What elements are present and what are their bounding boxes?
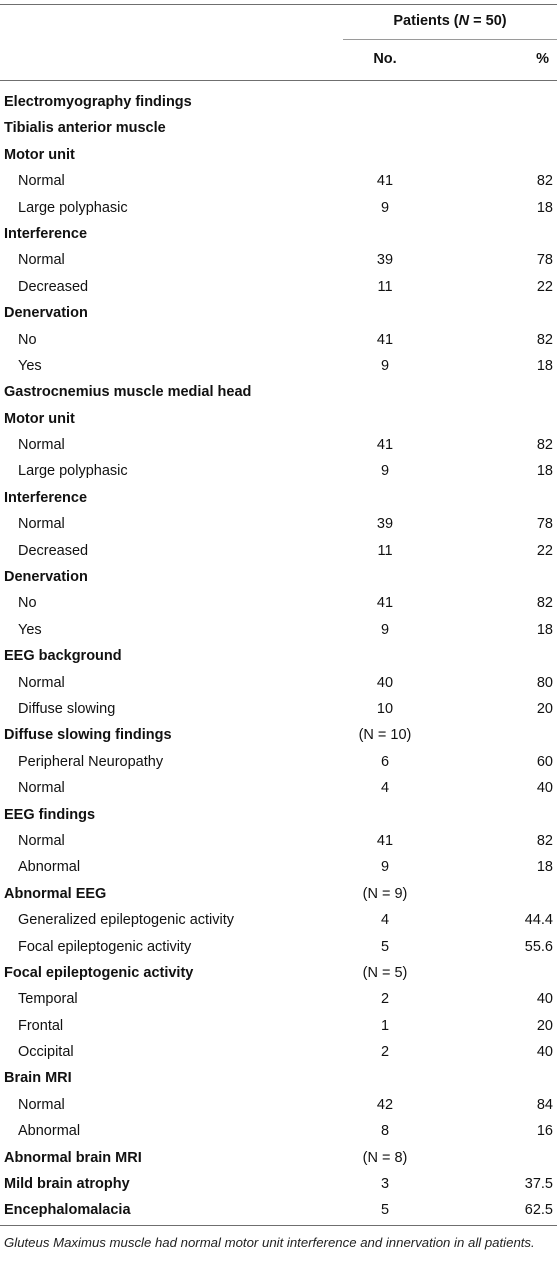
header-patients-n: N — [458, 13, 470, 29]
table-row-group — [0, 221, 557, 247]
row-percent: 18 — [536, 463, 553, 480]
table-row — [0, 168, 557, 194]
row-count: 1 — [380, 1017, 390, 1034]
row-count: 41 — [376, 437, 394, 454]
row-count: 4 — [380, 912, 390, 929]
row-count: 41 — [376, 173, 394, 190]
table-row — [0, 986, 557, 1012]
table-row-group — [0, 300, 557, 326]
row-label: Generalized epileptogenic activity — [18, 912, 235, 929]
row-percent: 60 — [536, 753, 553, 770]
row-label: Motor unit — [4, 410, 75, 427]
row-label: Motor unit — [4, 146, 75, 163]
row-label: Abnormal EEG — [4, 885, 107, 902]
table-row-group — [0, 1197, 557, 1223]
row-label: Decreased — [18, 542, 89, 559]
row-count: (N = 9) — [362, 885, 408, 902]
table-row-group — [0, 564, 557, 590]
row-label: Normal — [18, 437, 65, 454]
row-percent: 20 — [536, 1017, 553, 1034]
header-patients — [343, 13, 557, 29]
row-label: EEG findings — [4, 806, 96, 823]
row-percent: 18 — [536, 859, 553, 876]
row-label: Denervation — [4, 569, 88, 586]
table-row — [0, 432, 557, 458]
table-row — [0, 670, 557, 696]
table-row — [0, 511, 557, 537]
row-label: Normal — [18, 832, 65, 849]
table-row — [0, 934, 557, 960]
row-label: Gastrocnemius muscle medial head — [4, 384, 252, 401]
table-row-group — [0, 1065, 557, 1091]
table-row-group — [0, 379, 557, 405]
table-row-group — [0, 960, 557, 986]
table-row — [0, 458, 557, 484]
header-patients-suffix: = 50) — [469, 13, 507, 29]
row-percent: 40 — [536, 1044, 553, 1061]
row-count: 10 — [376, 700, 394, 717]
table-bottom-rule — [0, 1225, 557, 1226]
table-row — [0, 828, 557, 854]
row-percent: 20 — [536, 700, 553, 717]
row-label: Interference — [4, 489, 88, 506]
row-label: Normal — [18, 1096, 65, 1113]
row-percent: 84 — [536, 1096, 553, 1113]
row-percent: 78 — [536, 516, 553, 533]
row-percent: 16 — [536, 1123, 553, 1140]
row-count: (N = 5) — [362, 964, 408, 981]
table-row — [0, 854, 557, 880]
row-label: Yes — [18, 357, 42, 374]
row-percent: 44.4 — [524, 912, 553, 929]
table-row-group — [0, 802, 557, 828]
row-percent: 82 — [536, 595, 553, 612]
row-count: 6 — [380, 753, 390, 770]
row-label: Tibialis anterior muscle — [4, 120, 166, 137]
table-row-group — [0, 89, 557, 115]
row-count: 2 — [380, 991, 390, 1008]
table-row-group — [0, 485, 557, 511]
row-percent: 82 — [536, 331, 553, 348]
table-row — [0, 274, 557, 300]
row-percent: 18 — [536, 199, 553, 216]
row-label: Normal — [18, 516, 65, 533]
row-label: Electromyography findings — [4, 94, 192, 110]
row-count: 11 — [377, 278, 393, 295]
table-body — [0, 89, 557, 1224]
table-row — [0, 749, 557, 775]
header-span-rule — [343, 39, 557, 40]
row-label: Brain MRI — [4, 1070, 72, 1087]
row-count: 5 — [380, 938, 390, 955]
row-percent: 55.6 — [524, 938, 553, 955]
table-row — [0, 617, 557, 643]
row-label: No — [18, 331, 37, 348]
row-percent: 80 — [536, 674, 553, 691]
row-count: 9 — [380, 463, 390, 480]
table-row-group — [0, 142, 557, 168]
row-percent: 18 — [536, 621, 553, 638]
table-footnote: Gluteus Maximus muscle had normal motor unit interference and innervation in all patients. — [4, 1235, 535, 1250]
row-count: (N = 10) — [358, 727, 412, 744]
table-row-group — [0, 115, 557, 141]
row-count: 39 — [376, 516, 394, 533]
table-row — [0, 1013, 557, 1039]
row-count: (N = 8) — [362, 1149, 408, 1166]
row-label: Temporal — [18, 991, 78, 1008]
row-percent: 62.5 — [524, 1202, 553, 1219]
row-label: Interference — [4, 225, 88, 242]
row-percent: 82 — [536, 437, 553, 454]
row-percent: 22 — [536, 278, 553, 295]
row-label: Normal — [18, 252, 65, 269]
row-count: 41 — [376, 832, 394, 849]
header-bottom-rule — [0, 80, 557, 81]
table-row — [0, 353, 557, 379]
row-percent: 22 — [536, 542, 553, 559]
row-percent: 37.5 — [524, 1176, 553, 1193]
row-label: Yes — [18, 621, 42, 638]
row-label: Large polyphasic — [18, 463, 128, 480]
table-row — [0, 327, 557, 353]
table-row — [0, 538, 557, 564]
row-label: Occipital — [18, 1044, 74, 1061]
row-count: 11 — [377, 542, 393, 559]
header-percent: % — [536, 51, 549, 67]
row-percent: 82 — [536, 173, 553, 190]
row-count: 41 — [376, 595, 394, 612]
row-label: Diffuse slowing findings — [4, 727, 172, 744]
row-label: No — [18, 595, 37, 612]
row-count: 9 — [380, 859, 390, 876]
row-count: 42 — [376, 1096, 394, 1113]
table-row — [0, 1039, 557, 1065]
row-label: Diffuse slowing — [18, 700, 116, 717]
row-count: 41 — [376, 331, 394, 348]
row-label: Abnormal brain MRI — [4, 1149, 142, 1166]
table-row-group — [0, 406, 557, 432]
table-row — [0, 907, 557, 933]
table-row — [0, 775, 557, 801]
row-label: Normal — [18, 780, 65, 797]
row-label: Focal epileptogenic activity — [4, 964, 194, 981]
row-percent: 40 — [536, 780, 553, 797]
row-count: 9 — [380, 199, 390, 216]
table-row — [0, 247, 557, 273]
row-label: Encephalomalacia — [4, 1202, 131, 1219]
row-percent: 78 — [536, 252, 553, 269]
table-row — [0, 696, 557, 722]
table-row-group — [0, 1171, 557, 1197]
row-label: Normal — [18, 173, 65, 190]
row-label: Denervation — [4, 305, 88, 322]
row-count: 40 — [376, 674, 394, 691]
row-count: 4 — [380, 780, 390, 797]
table-row-group — [0, 722, 557, 748]
row-percent: 82 — [536, 832, 553, 849]
row-count: 39 — [376, 252, 394, 269]
row-count: 8 — [380, 1123, 390, 1140]
row-label: Abnormal — [18, 1123, 81, 1140]
table-row — [0, 590, 557, 616]
row-label: Mild brain atrophy — [4, 1176, 130, 1193]
header-no: No. — [373, 51, 397, 67]
header-patients-prefix: Patients ( — [393, 13, 459, 29]
row-count: 9 — [380, 621, 390, 638]
row-label: Normal — [18, 674, 65, 691]
table-row-group — [0, 1145, 557, 1171]
row-percent: 18 — [536, 357, 553, 374]
table-row — [0, 1092, 557, 1118]
row-count: 9 — [380, 357, 390, 374]
row-percent: 40 — [536, 991, 553, 1008]
table-row-group — [0, 881, 557, 907]
row-label: Frontal — [18, 1017, 64, 1034]
table-row — [0, 195, 557, 221]
row-label: Abnormal — [18, 859, 81, 876]
row-label: Large polyphasic — [18, 199, 128, 216]
table-row-group — [0, 643, 557, 669]
row-label: Decreased — [18, 278, 89, 295]
row-count: 2 — [380, 1044, 390, 1061]
row-label: Peripheral Neuropathy — [18, 753, 164, 770]
table-row — [0, 1118, 557, 1144]
row-label: EEG background — [4, 648, 122, 665]
row-label: Focal epileptogenic activity — [18, 938, 192, 955]
table-top-rule — [0, 4, 557, 5]
row-count: 5 — [380, 1202, 390, 1219]
row-count: 3 — [380, 1176, 390, 1193]
